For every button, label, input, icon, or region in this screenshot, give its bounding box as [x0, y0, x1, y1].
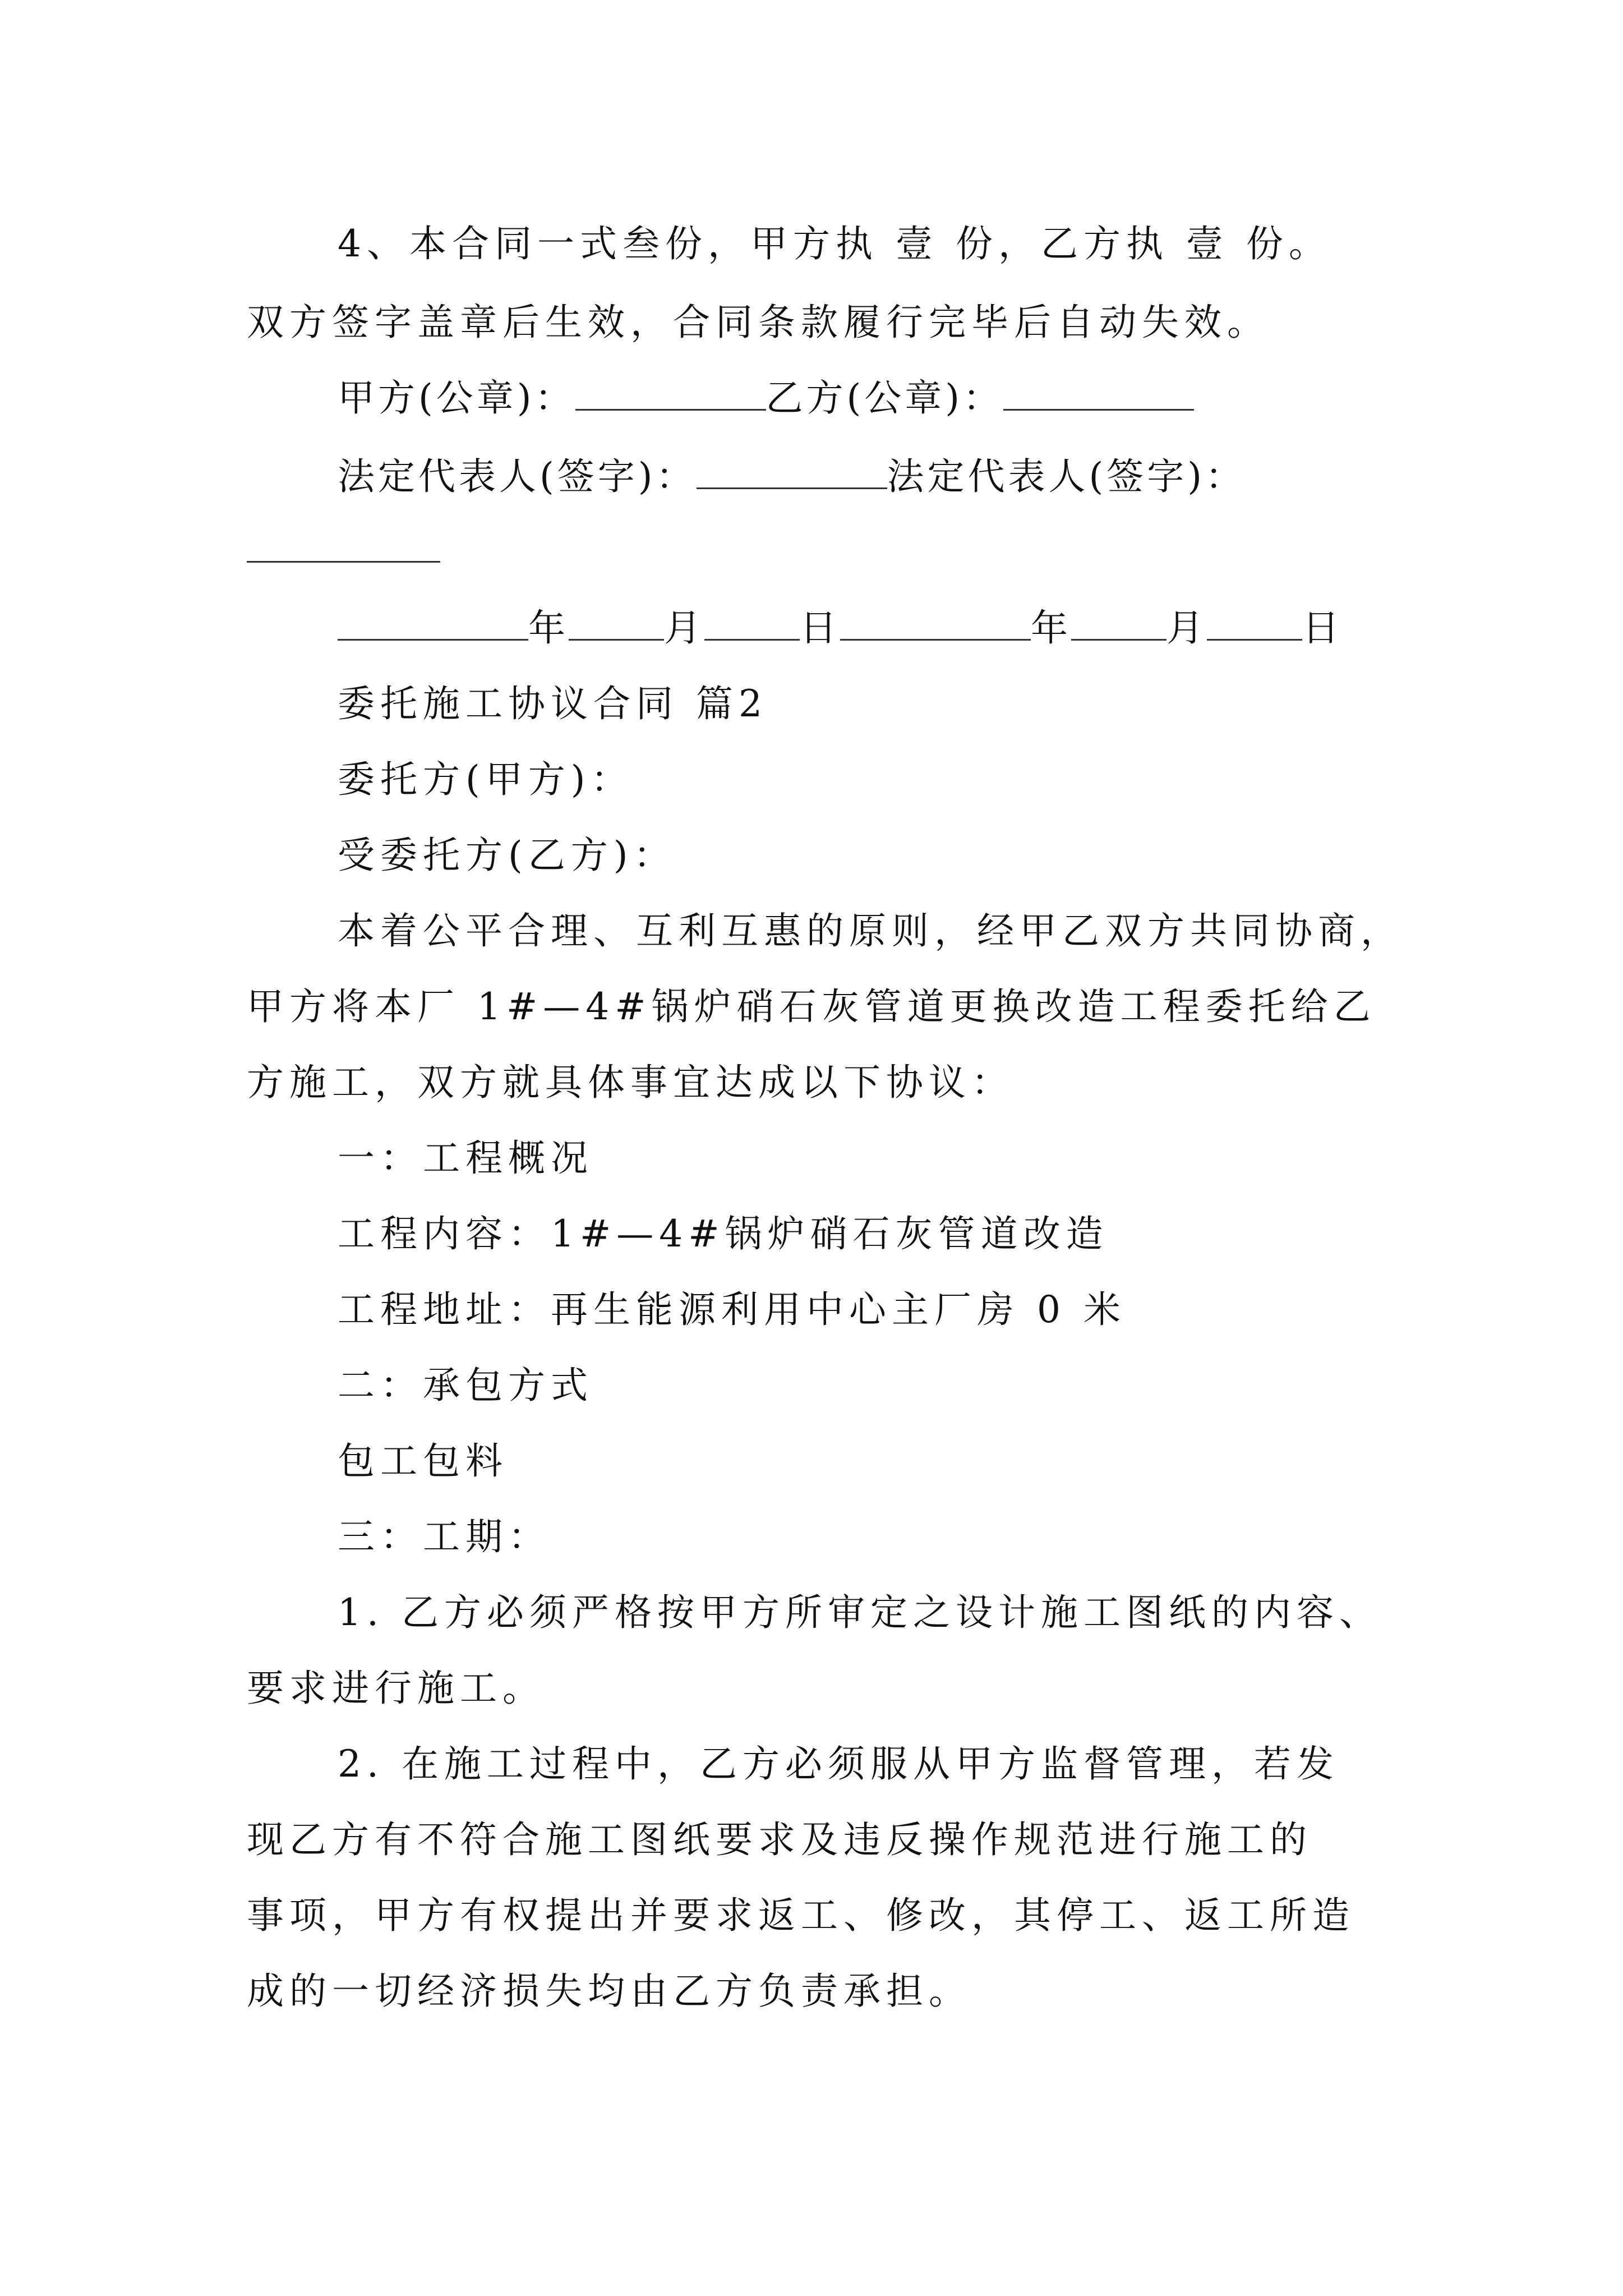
party-a-label: 委托方(甲方)：: [338, 758, 634, 801]
project-content: 工程内容：1#—4#锅炉硝石灰管道改造: [338, 1212, 1109, 1255]
item-2-line-4: 成的一切经济损失均由乙方负责承担。: [247, 1970, 971, 2013]
party-a-seal-label: 甲方(公章)：: [338, 376, 575, 420]
section-heading: 委托施工协议合同 篇2: [338, 682, 768, 725]
item-1-line-2: 要求进行施工。: [247, 1667, 545, 1710]
date-line: [338, 603, 1343, 654]
intro-line-1: 本着公平合理、互利互惠的原则，经甲乙双方共同协商，: [338, 909, 1403, 953]
date-b-day-label: 日: [1302, 606, 1343, 650]
party-b-legal-rep-blank: [247, 561, 440, 563]
item-2-line-1: 2. 在施工过程中，乙方必须服从甲方监督管理，若发: [338, 1742, 1339, 1786]
section-3-title: 三：工期：: [338, 1515, 551, 1558]
date-a-month-blank: [569, 636, 664, 641]
date-b-year-label: 年: [1031, 606, 1071, 650]
date-a-year-blank: [338, 636, 528, 641]
party-a-seal-blank: [575, 406, 766, 411]
party-b-legal-rep-label: 法定代表人(签字)：: [887, 455, 1246, 498]
party-b-seal-blank: [1003, 406, 1194, 411]
party-b-label: 受委托方(乙方)：: [338, 834, 676, 877]
section-2-title: 二：承包方式: [338, 1364, 593, 1407]
date-a-month-label: 月: [664, 606, 704, 650]
item-2-line-2: 现乙方有不符合施工图纸要求及违反操作规范进行施工的: [247, 1818, 1312, 1861]
section-1-title: 一：工程概况: [338, 1137, 593, 1180]
clause-4-line-2: 双方签字盖章后生效，合同条款履行完毕后自动失效。: [247, 301, 1270, 344]
date-b-year-blank: [840, 636, 1031, 641]
intro-line-2: 甲方将本厂 1#—4#锅炉硝石灰管道更换改造工程委托给乙: [247, 985, 1376, 1028]
seal-line: [338, 373, 1194, 424]
party-a-legal-rep-label: 法定代表人(签字)：: [338, 455, 697, 498]
date-a-year-label: 年: [528, 606, 569, 650]
date-b-month-blank: [1071, 636, 1166, 641]
party-b-seal-label: 乙方(公章)：: [766, 376, 1003, 420]
intro-line-3: 方施工，双方就具体事宜达成以下协议：: [247, 1061, 1014, 1104]
date-b-day-blank: [1207, 636, 1302, 641]
date-a-day-blank: [704, 636, 800, 641]
item-2-line-3: 事项，甲方有权提出并要求返工、修改，其停工、返工所造: [247, 1894, 1355, 1937]
item-1-line-1: 1. 乙方必须严格按甲方所审定之设计施工图纸的内容、: [338, 1591, 1382, 1634]
clause-4-line-1: 4、本合同一式叁份，甲方执 壹 份，乙方执 壹 份。: [338, 222, 1331, 265]
project-address: 工程地址：再生能源利用中心主厂房 0 米: [338, 1288, 1126, 1331]
party-a-legal-rep-blank: [697, 484, 887, 489]
contract-method: 包工包料: [338, 1439, 508, 1483]
date-b-month-label: 月: [1166, 606, 1207, 650]
legal-rep-line: [338, 452, 1246, 502]
date-a-day-label: 日: [800, 606, 840, 650]
